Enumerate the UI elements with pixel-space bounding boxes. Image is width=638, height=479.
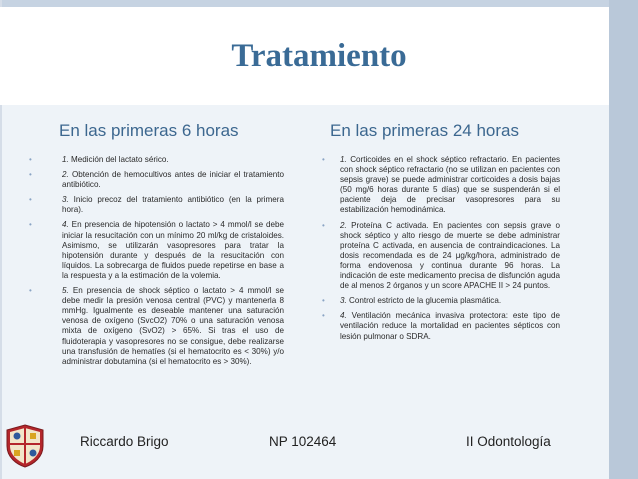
bullet-dot-icon: • (29, 195, 32, 205)
item-text: Corticoides en el shock séptico refractario. En pacientes con shock séptico refractario (no se utilizan en pacientes con sepsis grave) se puede administrar corticoides a dosis bajas (50 mg/6 horas durante 5 días) que se suspenderán si el paciente deja de precisar vasopresores para su estabilización hemodinámica. (340, 155, 561, 215)
item-text: Obtención de hemocultivos antes de iniciar el tratamiento antibiótico. (62, 170, 284, 190)
bullet-item (322, 221, 560, 292)
item-number: 4. (62, 220, 69, 230)
right-column-heading: En las primeras 24 horas (330, 121, 519, 140)
bullet-dot-icon: • (322, 220, 325, 230)
footer-code: NP 102464 (269, 434, 337, 449)
item-text: Inicio precoz del tratamiento antibiótico (en la primera hora). (62, 195, 284, 215)
bullet-item (29, 220, 284, 281)
item-number: 3. (62, 195, 69, 205)
item-text: En presencia de shock séptico o lactato > 4 mmol/l se debe medir la presión venosa central (PVC) y mantenerla 8 mmHg. Igualmente es deseable mantener una saturación venosa de oxígeno (SvcO2) 70% o una saturación venosa mixta de oxígeno (SvO2) > 65%. Si tras el uso de fluidoterapia y vasopresores no se consigue, debe realizarse una transfusión de hematíes (si el hematocrito es < 30%) y/o administrar dobutamina (si el hematocrito es > 30%). (62, 286, 284, 366)
bullet-dot-icon: • (322, 296, 325, 306)
bullet-item (29, 195, 284, 215)
item-text: Medición del lactato sérico. (71, 155, 169, 164)
bullet-item (29, 155, 284, 165)
footer-author: Riccardo Brigo (80, 434, 169, 449)
footer-department: II Odontología (466, 434, 551, 449)
bullet-item (29, 170, 284, 190)
bullet-item (322, 155, 560, 216)
bullet-dot-icon: • (322, 311, 325, 321)
bullet-item (322, 296, 560, 306)
item-number: 2. (340, 220, 347, 230)
item-number: 4. (340, 311, 347, 321)
right-bullet-list (322, 155, 560, 347)
item-text: En presencia de hipotensión o lactato > 4 mmol/l se debe iniciar la resucitación con un mínimo 20 ml/kg de cristaloides. Asimismo, se utilizarán vasopresores para tratar la hipotensión durante y después de la resucitación con líquidos. La sobrecarga de fluidos puede repetirse en base a la respuesta y a la estimación de la volemia. (62, 220, 284, 280)
item-text: Proteína C activada. En pacientes con sepsis grave o shock séptico y alto riesgo de muerte se debe administrar proteína C activada, en ausencia de contraindicaciones. La dosis recomendada es de 24 μg/kg/hora, administrado de forma endovenosa y continua durante 96 horas. La indicación de este medicamento precisa de disfunción aguda de al menos 2 órganos y un score APACHE II > 24 puntos. (340, 220, 561, 291)
slide-title: Tratamiento (231, 38, 407, 74)
bullet-dot-icon: • (29, 155, 32, 164)
item-number: 1. (62, 155, 69, 164)
item-number: 2. (62, 170, 69, 180)
item-number: 1. (340, 155, 347, 164)
bullet-item (322, 311, 560, 341)
bullet-dot-icon: • (29, 220, 32, 230)
bullet-dot-icon: • (29, 170, 32, 180)
university-crest-icon (5, 424, 45, 468)
bullet-dot-icon: • (29, 286, 32, 296)
left-column-heading: En las primeras 6 horas (59, 121, 239, 140)
left-bullet-list (29, 155, 284, 372)
item-text: Control estricto de la glucemia plasmática. (349, 296, 502, 306)
item-text: Ventilación mecánica invasiva protectora: este tipo de ventilación reduce la mortalidad en pacientes sépticos con lesión pulmonar o SDRA. (340, 311, 561, 341)
top-frame (0, 0, 638, 7)
item-number: 5. (62, 286, 69, 296)
bullet-dot-icon: • (322, 155, 325, 164)
bullet-item (29, 286, 284, 367)
item-number: 3. (340, 296, 347, 306)
